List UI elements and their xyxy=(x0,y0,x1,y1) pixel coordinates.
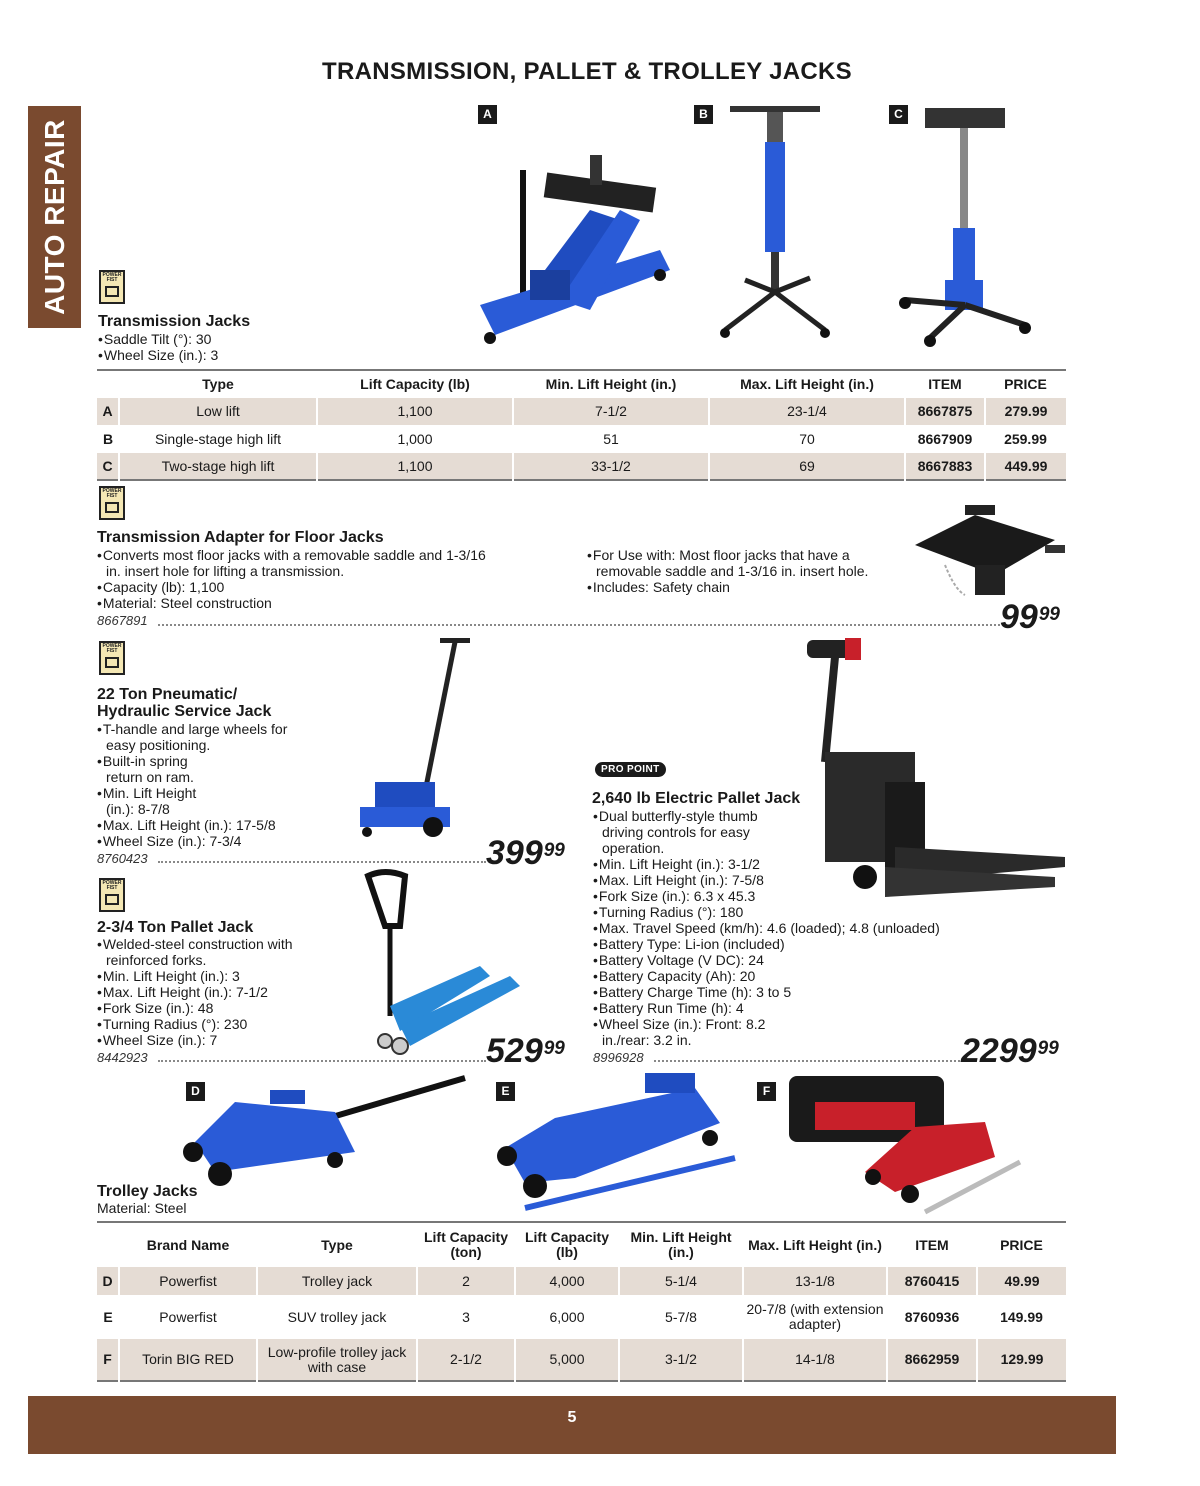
table-header-row: Type Lift Capacity (lb) Min. Lift Height (in.) Max. Lift Height (in.) ITEM PRICE xyxy=(97,370,1066,398)
electric-pallet-title: 2,640 lb Electric Pallet Jack xyxy=(592,790,801,807)
page-title: TRANSMISSION, PALLET & TROLLEY JACKS xyxy=(322,58,852,85)
service-jack-price: $399^{99}$ xyxy=(486,834,565,872)
pallet-jack-image xyxy=(360,866,540,1058)
electric-pallet-price: 2299$^{99}$ xyxy=(961,1032,1059,1070)
service-jack-specs: • T-handle and large wheels for easy positioning. • Built-in spring return on ram. • Min. Lift Height (in.): 8-7/8 • Max. Lift Height (in.): 17-5/8 • Wheel Size (in.): 7-3/4 xyxy=(97,721,312,849)
table-row: F Torin BIG RED Low-profile trolley jack with case 2-1/2 5,000 3-1/2 14-1/8 8662959 129.99 xyxy=(97,1339,1066,1381)
table-row: A Low lift 1,100 7-1/2 23-1/4 8667875 279.99 xyxy=(97,398,1066,425)
dotted-leader xyxy=(158,1060,486,1062)
pallet-jack-specs: • Welded-steel construction with reinforced forks. • Min. Lift Height (in.): 3 • Max. Lift Height (in.): 7-1/2 • Fork Size (in.): 48 • Turning Radius (°): 230 • Wheel Size (in.): 7 xyxy=(97,936,302,1048)
section-side-tab xyxy=(28,106,81,328)
table-row: D Powerfist Trolley jack 2 4,000 5-1/4 13-1/8 8760415 49.99 xyxy=(97,1267,1066,1295)
transmission-jacks-title: Transmission Jacks xyxy=(98,313,251,330)
low-lift-transmission-jack-image xyxy=(470,150,680,350)
two-stage-transmission-jack-image xyxy=(895,100,1035,350)
pro-point-logo: PRO POINT xyxy=(595,762,666,777)
adapter-specs-right: • For Use with: Most floor jacks that have a removable saddle and 1-3/16 in. insert hole. • Includes: Safety chain xyxy=(587,547,897,595)
powerfist-logo-icon: POWER FIST xyxy=(99,878,125,912)
dotted-leader xyxy=(158,861,486,863)
adapter-price: $99^{99}$ xyxy=(1000,598,1060,636)
table-header-row: Brand Name Type Lift Capacity (ton) Lift Capacity (lb) Min. Lift Height (in.) Max. Lift Height (in.) ITEM PRICE xyxy=(97,1222,1066,1267)
transmission-adapter-image xyxy=(905,495,1070,605)
product-badge-e: E xyxy=(496,1082,515,1101)
product-badge-c: C xyxy=(889,105,908,124)
product-badge-d: D xyxy=(186,1082,205,1101)
powerfist-logo-icon: POWER FIST xyxy=(99,486,125,520)
electric-pallet-specs: • Dual butterfly-style thumb driving controls for easy operation. • Min. Lift Height (in.): 3-1/2 • Max. Lift Height (in.): 7-5/8 • Fork Size (in.): 6.3 x 45.3 • Turning Radius (°): 180 • Max. Travel Speed (km/h): 4.6 (loaded); 4.8 (unloaded) • Battery Type: Li-ion (included) • Battery Voltage (V DC): 24 • Battery Capacity (Ah): 20 • Battery Charge Time (h): 3 to 5 • Battery Run Time (h): 4 • Wheel Size (in.): Front: 8.2 in./rear: 3.2 in. xyxy=(593,808,973,1048)
dotted-leader xyxy=(654,1060,960,1062)
dotted-leader xyxy=(158,624,1000,626)
powerfist-logo-icon: POWER FIST xyxy=(99,270,125,304)
powerfist-logo-icon: POWER FIST xyxy=(99,641,125,675)
service-jack-sku: 8760423 xyxy=(97,851,148,866)
product-badge-a: A xyxy=(478,105,497,124)
section-side-tab-label: AUTO REPAIR xyxy=(38,119,70,315)
pallet-jack-title: 2-3/4 Ton Pallet Jack xyxy=(97,919,254,936)
service-jack-image xyxy=(355,632,480,852)
adapter-specs-left: • Converts most floor jacks with a removable saddle and 1-3/16 in. insert hole for lifting a transmission. • Capacity (lb): 1,100 • Material: Steel construction xyxy=(97,547,487,611)
table-row: B Single-stage high lift 1,000 51 70 8667909 259.99 xyxy=(102,430,1047,447)
adapter-title: Transmission Adapter for Floor Jacks xyxy=(97,529,384,546)
trolley-jack-d-image xyxy=(175,1072,470,1190)
transmission-jacks-table xyxy=(97,369,1066,481)
trolley-jacks-table xyxy=(97,1221,1066,1382)
trolley-jacks-title: Trolley Jacks xyxy=(97,1183,198,1200)
electric-pallet-sku: 8996928 xyxy=(593,1050,644,1065)
page-footer xyxy=(28,1396,1116,1454)
trolley-jack-e-image xyxy=(495,1068,740,1220)
table-row: E Powerfist SUV trolley jack 3 6,000 5-7/8 20-7/8 (with extension adapter) 8760936 149.99 xyxy=(103,1301,1043,1332)
pallet-jack-sku: 8442923 xyxy=(97,1050,148,1065)
trolley-jacks-material: Material: Steel xyxy=(97,1200,187,1216)
adapter-sku: 8667891 xyxy=(97,613,148,628)
single-stage-transmission-jack-image xyxy=(715,100,835,350)
page-number: 5 xyxy=(567,1409,577,1426)
pallet-jack-price: $529^{99}$ xyxy=(486,1032,565,1070)
product-badge-f: F xyxy=(757,1082,776,1101)
product-badge-b: B xyxy=(694,105,713,124)
transmission-jacks-specs: • Saddle Tilt (°): 30 • Wheel Size (in.): 3 xyxy=(98,331,398,363)
table-row: C Two-stage high lift 1,100 33-1/2 69 8667883 449.99 xyxy=(97,453,1066,480)
trolley-jack-f-image xyxy=(785,1072,1025,1217)
service-jack-title: 22 Ton Pneumatic/ Hydraulic Service Jack xyxy=(97,686,272,720)
